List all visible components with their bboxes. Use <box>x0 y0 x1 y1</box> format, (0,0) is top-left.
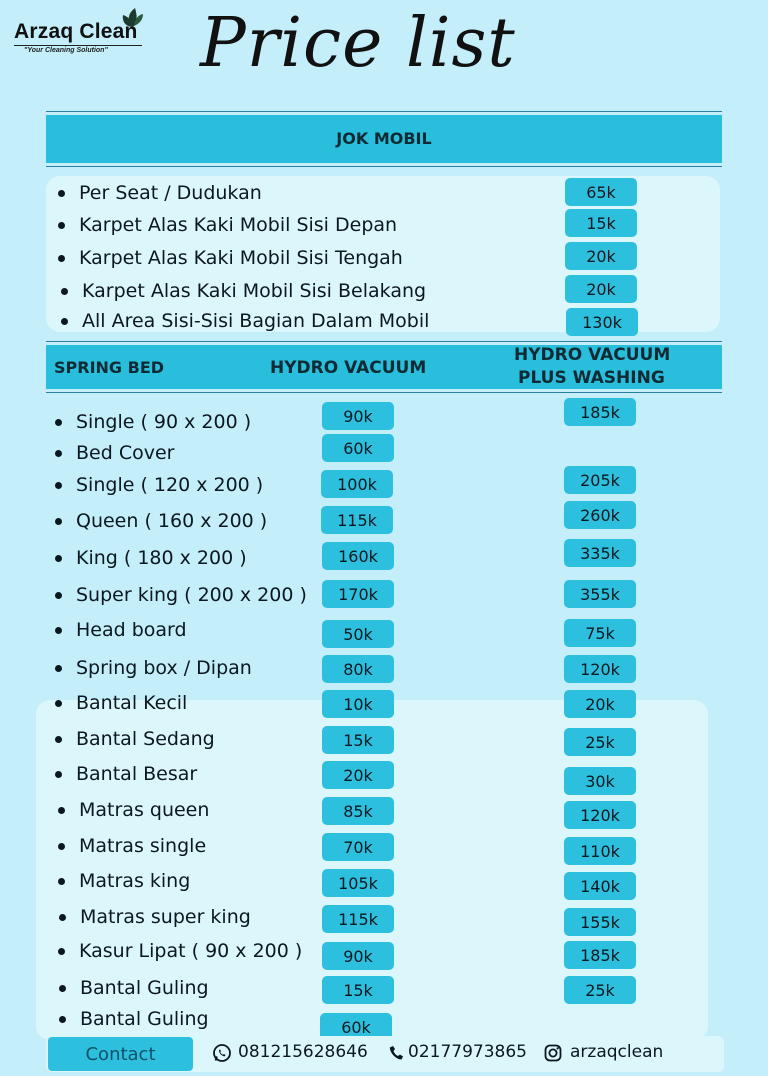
list-item <box>58 180 262 206</box>
divider <box>46 166 722 167</box>
item-label: Matras king <box>79 870 191 892</box>
item-label: Karpet Alas Kaki Mobil Sisi Depan <box>79 214 398 236</box>
price-badge: 130k <box>566 308 638 336</box>
price-washing: 20k <box>564 690 636 718</box>
brand-logo <box>12 6 146 58</box>
bullet <box>58 190 65 197</box>
divider <box>46 111 722 112</box>
column-header-washing-line2: PLUS WASHING <box>518 368 665 388</box>
price-badge: 20k <box>565 242 637 270</box>
bullet <box>55 736 62 743</box>
price-washing: 185k <box>564 941 636 969</box>
list-item <box>59 904 251 930</box>
price-washing: 120k <box>564 801 636 829</box>
list-item <box>55 545 247 571</box>
item-label: Super king ( 200 x 200 ) <box>76 584 307 606</box>
item-label: Single ( 120 x 200 ) <box>76 474 264 496</box>
list-item <box>58 797 209 823</box>
price-washing: 185k <box>564 398 636 426</box>
price-badge: 65k <box>565 178 637 206</box>
bullet <box>55 627 62 634</box>
list-item <box>55 726 215 752</box>
item-label: Queen ( 160 x 200 ) <box>76 510 268 532</box>
section-header-spring-bed <box>46 345 722 389</box>
list-item <box>55 761 197 787</box>
price-washing: 205k <box>564 466 636 494</box>
bullet <box>55 771 62 778</box>
price-vacuum: 105k <box>322 869 394 897</box>
bullet <box>55 518 62 525</box>
bullet <box>55 482 62 489</box>
item-label: Bantal Sedang <box>76 728 215 750</box>
item-label: Matras single <box>79 835 207 857</box>
item-label: Per Seat / Dudukan <box>79 182 262 204</box>
item-label: Head board <box>76 619 187 641</box>
bullet <box>58 948 65 955</box>
list-item <box>58 833 206 859</box>
column-header-washing-line1: HYDRO VACUUM <box>514 345 671 365</box>
price-washing: 155k <box>564 908 636 936</box>
price-vacuum: 50k <box>322 620 394 648</box>
price-washing: 110k <box>564 837 636 865</box>
price-washing: 120k <box>564 655 636 683</box>
list-item <box>55 655 252 681</box>
list-item <box>59 1006 209 1032</box>
item-label: King ( 180 x 200 ) <box>76 547 247 569</box>
list-item <box>55 617 187 643</box>
item-label: Kasur Lipat ( 90 x 200 ) <box>79 940 303 962</box>
section-header-jok-mobil <box>46 115 722 163</box>
price-vacuum: 160k <box>322 542 394 570</box>
bullet <box>59 914 66 921</box>
price-vacuum: 10k <box>322 690 394 718</box>
price-washing: 30k <box>564 767 636 795</box>
price-vacuum: 100k <box>321 470 393 498</box>
bullet <box>55 592 62 599</box>
instagram-icon <box>543 1043 563 1063</box>
list-item <box>58 868 190 894</box>
contact-bar <box>46 1036 724 1072</box>
contact-button[interactable]: Contact <box>48 1037 193 1071</box>
list-item <box>55 409 251 435</box>
bullet <box>55 419 62 426</box>
bullet <box>55 555 62 562</box>
bullet <box>58 255 65 262</box>
price-washing: 335k <box>564 539 636 567</box>
price-vacuum: 60k <box>320 1013 392 1041</box>
whatsapp-number[interactable]: 081215628646 <box>238 1042 368 1062</box>
brand-name: Arzaq Clean <box>14 20 138 43</box>
price-washing: 140k <box>564 872 636 900</box>
price-washing: 75k <box>564 619 636 647</box>
price-vacuum: 20k <box>322 761 394 789</box>
list-item <box>58 212 397 238</box>
bullet <box>58 878 65 885</box>
price-washing: 25k <box>564 728 636 756</box>
column-header-vacuum: HYDRO VACUUM <box>270 358 427 378</box>
list-item <box>55 508 267 534</box>
item-label: All Area Sisi-Sisi Bagian Dalam Mobil <box>82 310 430 332</box>
bullet <box>61 288 68 295</box>
item-label: Bantal Besar <box>76 763 198 785</box>
section-title: JOK MOBIL <box>336 129 432 148</box>
bullet <box>55 665 62 672</box>
phone-icon <box>386 1043 406 1063</box>
price-vacuum: 70k <box>322 833 394 861</box>
price-washing: 355k <box>564 580 636 608</box>
price-vacuum: 90k <box>322 402 394 430</box>
bullet <box>55 700 62 707</box>
item-label: Spring box / Dipan <box>76 657 252 679</box>
phone-number[interactable]: 02177973865 <box>408 1042 527 1062</box>
price-vacuum: 80k <box>322 655 394 683</box>
price-vacuum: 90k <box>322 942 394 970</box>
price-washing: 260k <box>564 501 636 529</box>
item-label: Matras queen <box>79 799 210 821</box>
divider <box>46 341 722 342</box>
bullet <box>61 318 68 325</box>
list-item <box>58 245 403 271</box>
price-vacuum: 170k <box>322 580 394 608</box>
list-item <box>55 440 174 466</box>
list-item <box>61 308 429 334</box>
price-vacuum: 60k <box>322 434 394 462</box>
brand-tagline: "Your Cleaning Solution" <box>24 47 108 54</box>
item-label: Bed Cover <box>76 442 175 464</box>
item-label: Karpet Alas Kaki Mobil Sisi Belakang <box>82 280 427 302</box>
whatsapp-icon <box>212 1043 232 1063</box>
bullet <box>58 843 65 850</box>
list-item <box>55 582 307 608</box>
list-item <box>61 278 426 304</box>
bullet <box>59 985 66 992</box>
item-label: Karpet Alas Kaki Mobil Sisi Tengah <box>79 247 403 269</box>
price-badge: 20k <box>565 275 637 303</box>
price-vacuum: 15k <box>322 976 394 1004</box>
list-item <box>55 472 263 498</box>
bullet <box>58 807 65 814</box>
price-vacuum: 115k <box>321 506 393 534</box>
price-vacuum: 15k <box>322 726 394 754</box>
price-vacuum: 115k <box>322 905 394 933</box>
price-vacuum: 85k <box>322 797 394 825</box>
instagram-handle[interactable]: arzaqclean <box>570 1042 664 1062</box>
list-item <box>58 938 302 964</box>
item-label: Single ( 90 x 200 ) <box>76 411 252 433</box>
bullet <box>58 222 65 229</box>
logo-divider <box>14 45 142 46</box>
price-washing: 25k <box>564 976 636 1004</box>
list-item <box>59 975 209 1001</box>
page-title: Price list <box>200 4 516 83</box>
item-label: Matras super king <box>80 906 251 928</box>
bullet <box>55 450 62 457</box>
item-label: Bantal Guling <box>80 977 209 999</box>
list-item <box>55 690 187 716</box>
item-label: Bantal Guling <box>80 1008 209 1030</box>
bullet <box>59 1016 66 1023</box>
divider <box>46 392 722 393</box>
price-badge: 15k <box>565 209 637 237</box>
column-header-category: SPRING BED <box>54 358 165 377</box>
item-label: Bantal Kecil <box>76 692 188 714</box>
